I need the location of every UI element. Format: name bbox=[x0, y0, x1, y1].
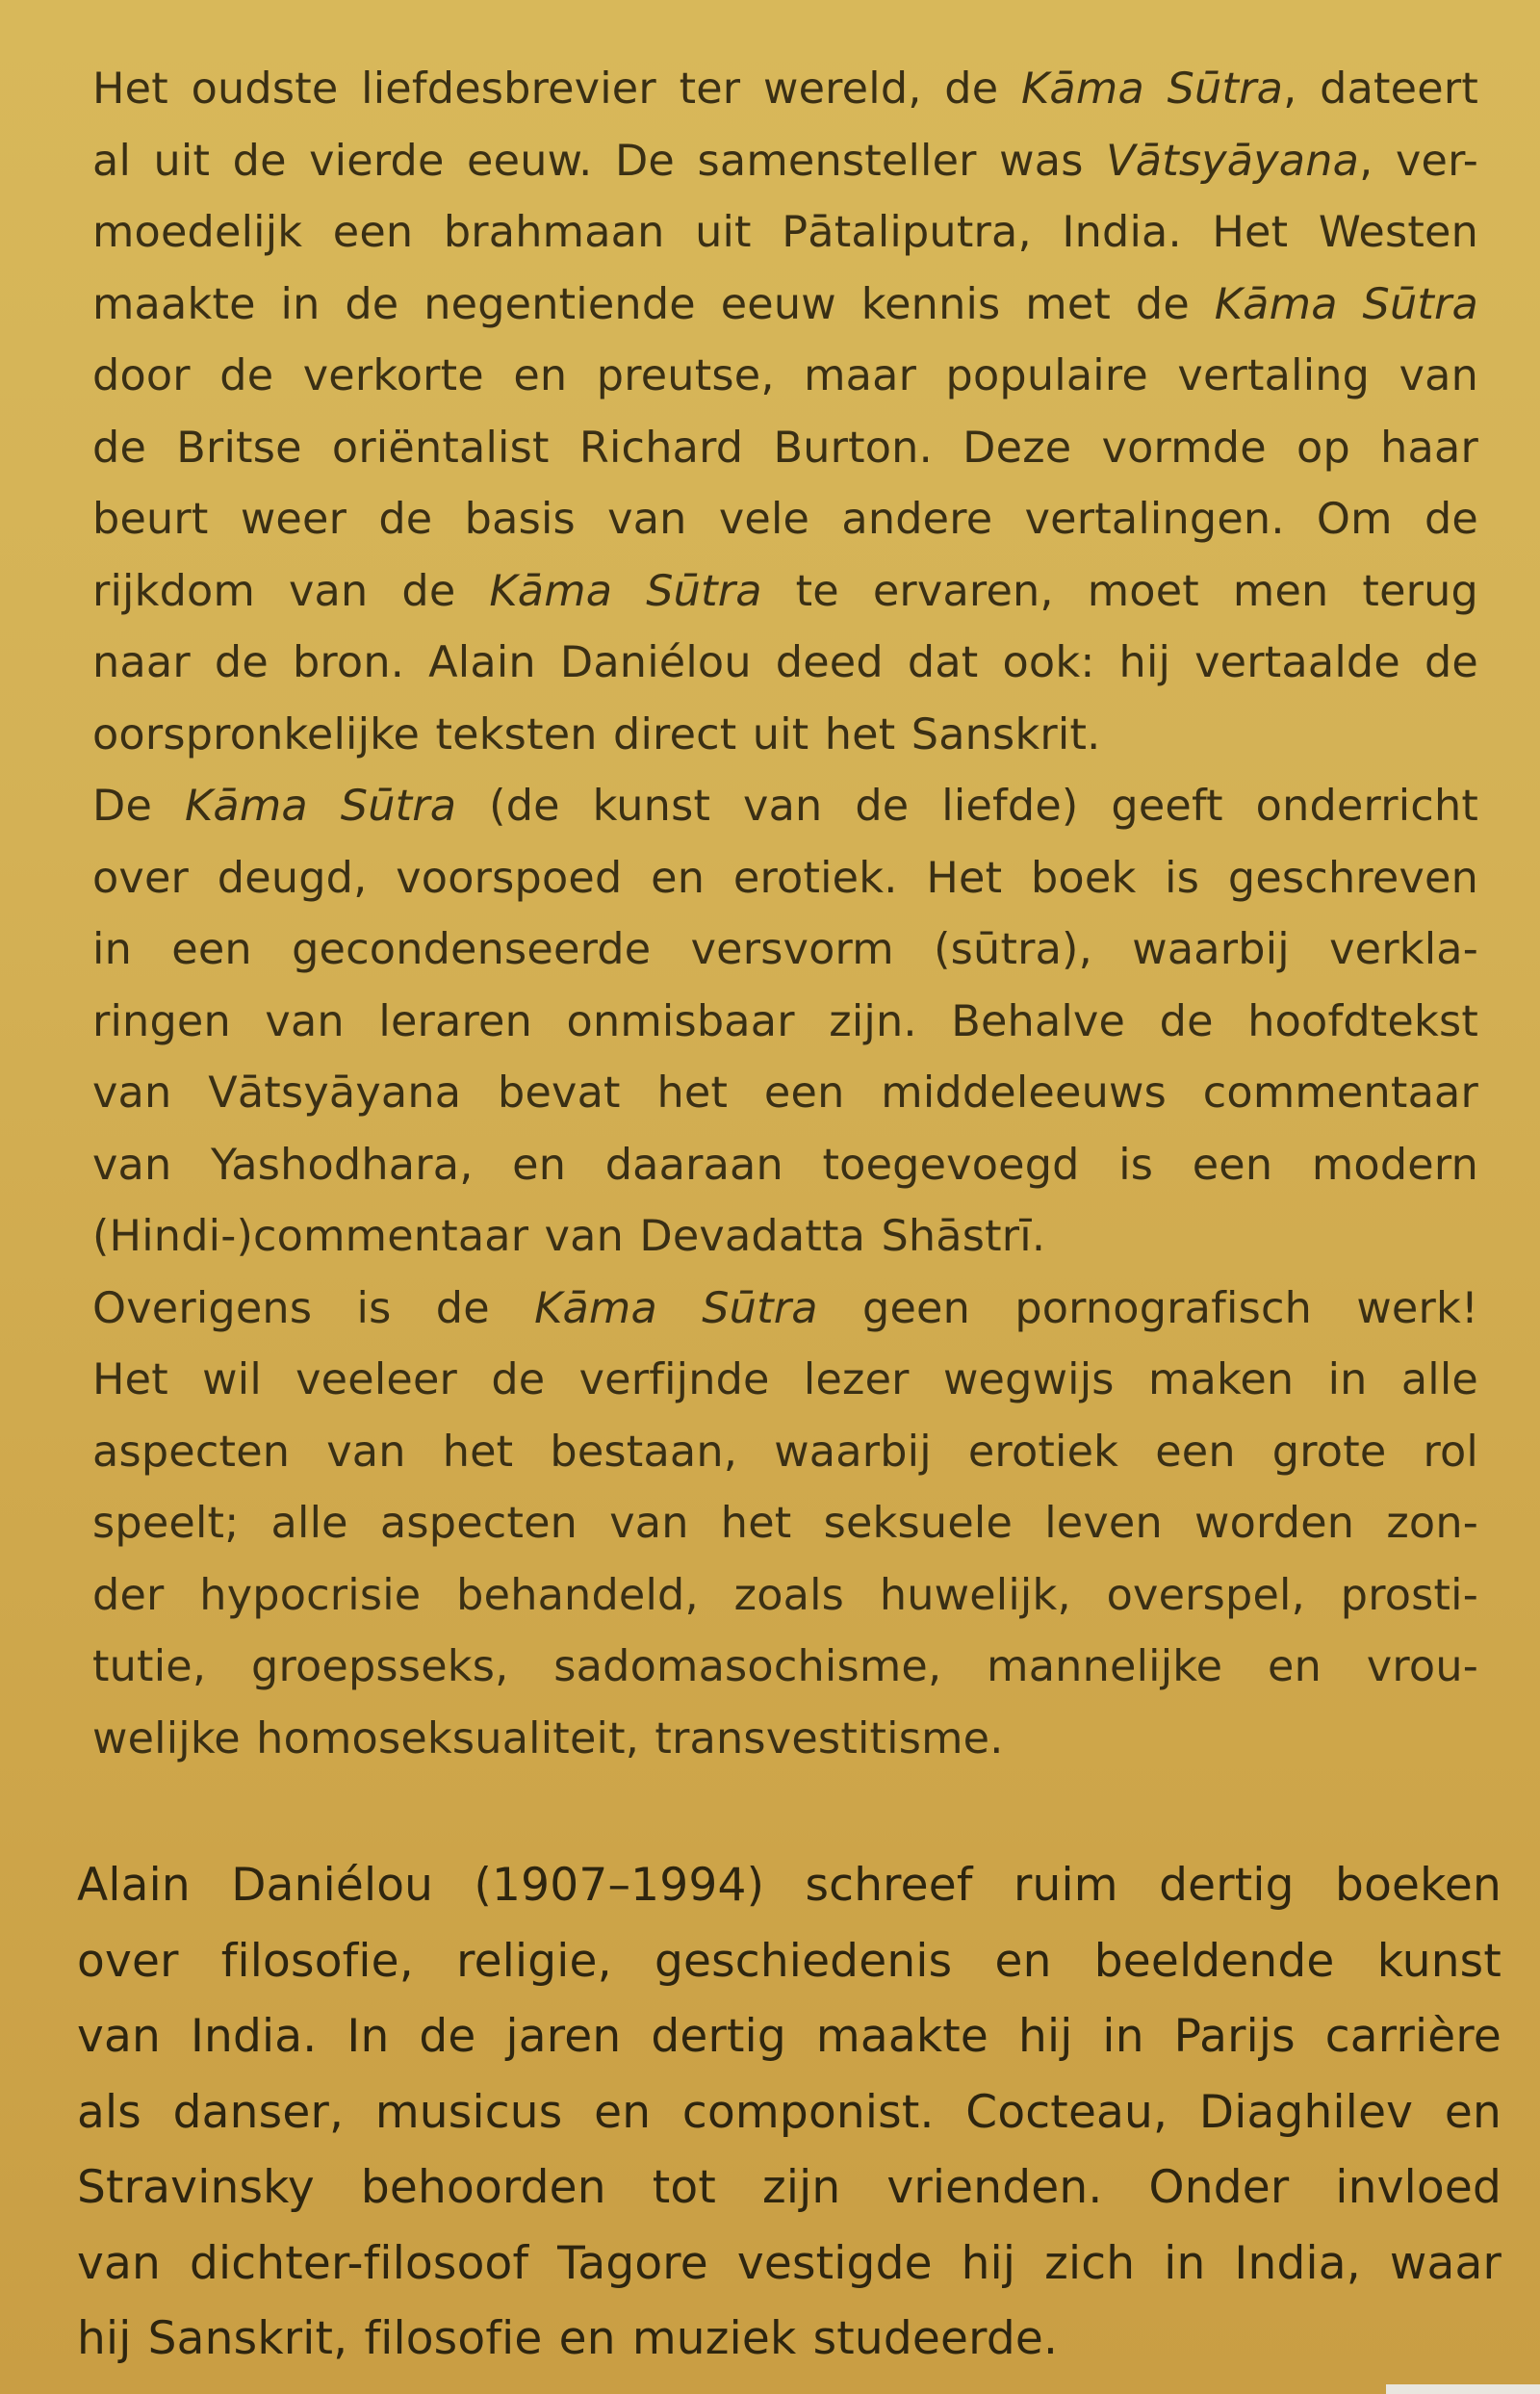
blurb-line: ringen van leraren onmisbaar zijn. Behalve de hoofdtekst bbox=[92, 996, 1478, 1046]
blurb-line: De Kāma Sūtra (de kunst van de liefde) geeft onderricht bbox=[92, 782, 1478, 831]
blurb-line: speelt; alle aspecten van het seksuele leven worden zon- bbox=[92, 1499, 1478, 1548]
blurb-line: van Yashodhara, en daaraan toegevoegd is een modern bbox=[92, 1140, 1478, 1190]
blurb-line: moedelijk een brahmaan uit Pātaliputra, India. Het Westen bbox=[92, 208, 1478, 257]
blurb-line: al uit de vierde eeuw. De samensteller was Vātsyāyana, ver- bbox=[92, 136, 1478, 186]
blurb-line: oorspronkelijke teksten direct uit het Sanskrit. bbox=[92, 709, 1101, 759]
bio-line: als danser, musicus en componist. Cocteau, Diaghilev en bbox=[77, 2085, 1502, 2139]
author-bio bbox=[77, 1848, 1502, 2378]
book-title-italic: Kāma Sūtra bbox=[1214, 279, 1478, 329]
bio-line: Stravinsky behoorden tot zijn vrienden. Onder invloed bbox=[77, 2161, 1502, 2214]
book-title-italic: Kāma Sūtra bbox=[489, 566, 762, 616]
book-title-italic: Kāma Sūtra bbox=[1021, 64, 1284, 114]
blurb-line: beurt weer de basis van vele andere vertalingen. Om de bbox=[92, 495, 1478, 544]
blurb-line: van Vātsyāyana bevat het een middeleeuws commentaar bbox=[92, 1068, 1478, 1118]
bio-line: over filosofie, religie, geschiedenis en beeldende kunst bbox=[77, 1934, 1502, 1988]
bio-line: van dichter-filosoof Tagore vestigde hij zich in India, waar bbox=[77, 2236, 1502, 2290]
blurb-line: aspecten van het bestaan, waarbij erotiek een grote rol bbox=[92, 1427, 1478, 1477]
book-title-italic: Kāma Sūtra bbox=[534, 1283, 818, 1333]
blurb-line: door de verkorte en preutse, maar populaire vertaling van bbox=[92, 351, 1478, 400]
blurb-line: maakte in de negentiende eeuw kennis met de Kāma Sūtra bbox=[92, 279, 1478, 329]
bio-line: Alain Daniélou (1907–1994) schreef ruim dertig boeken bbox=[77, 1859, 1502, 1912]
blurb-paragraph-1 bbox=[92, 54, 1478, 771]
blurb-line: rijkdom van de Kāma Sūtra te ervaren, moet men terug bbox=[92, 566, 1478, 616]
blurb-line: Het wil veeleer de verfijnde lezer wegwijs maken in alle bbox=[92, 1355, 1478, 1404]
book-title-italic: Kāma Sūtra bbox=[184, 782, 457, 831]
author-bio-paragraph bbox=[77, 1848, 1502, 2378]
blurb-line: welijke homoseksualiteit, transvestitisme. bbox=[92, 1713, 1004, 1763]
blurb-text bbox=[92, 54, 1478, 1775]
blurb-line: (Hindi-)commentaar van Devadatta Shāstrī. bbox=[92, 1212, 1046, 1261]
blurb-line: Overigens is de Kāma Sūtra geen pornografisch werk! bbox=[92, 1283, 1478, 1333]
blurb-line: tutie, groepsseks, sadomasochisme, mannelijke en vrou- bbox=[92, 1642, 1478, 1691]
blurb-paragraph-2 bbox=[92, 771, 1478, 1274]
blurb-line: over deugd, voorspoed en erotiek. Het boek is geschreven bbox=[92, 853, 1478, 903]
blurb-line: der hypocrisie behandeld, zoals huwelijk, overspel, prosti- bbox=[92, 1570, 1478, 1620]
blurb-line: Het oudste liefdesbrevier ter wereld, de Kāma Sūtra, dateert bbox=[92, 64, 1478, 114]
blurb-paragraph-3 bbox=[92, 1274, 1478, 1776]
bio-line: hij Sanskrit, filosofie en muziek studeerde. bbox=[77, 2312, 1059, 2365]
page-edge-strip bbox=[1386, 2384, 1540, 2394]
blurb-line: naar de bron. Alain Daniélou deed dat ook: hij vertaalde de bbox=[92, 638, 1478, 687]
book-title-italic: Vātsyāyana bbox=[1106, 136, 1360, 186]
blurb-line: in een gecondenseerde versvorm (sūtra), waarbij verkla- bbox=[92, 925, 1478, 974]
blurb-line: de Britse oriëntalist Richard Burton. Deze vormde op haar bbox=[92, 423, 1478, 473]
bio-line: van India. In de jaren dertig maakte hij in Parijs carrière bbox=[77, 2010, 1502, 2063]
